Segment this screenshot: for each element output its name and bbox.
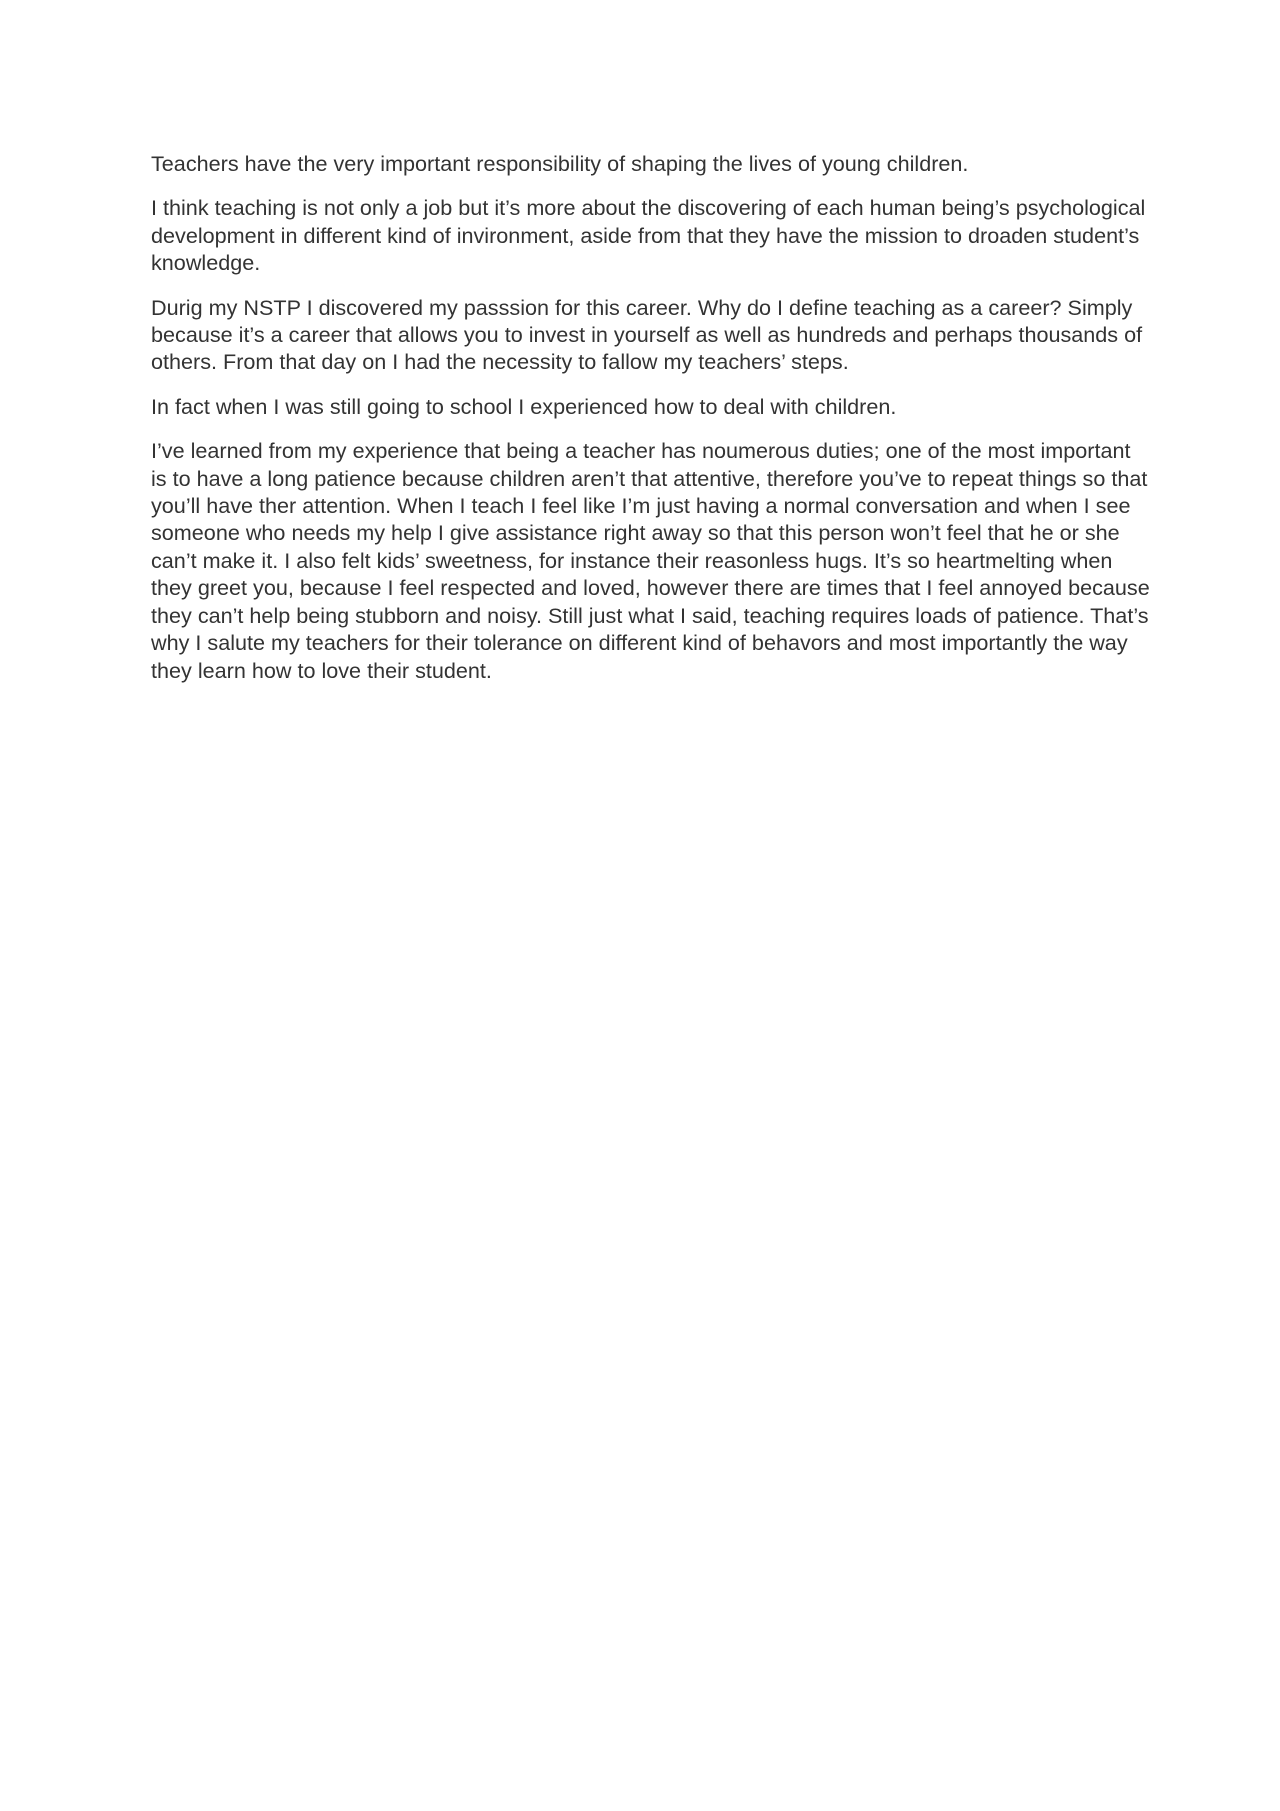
paragraph-2: I think teaching is not only a job but it’s more about the discovering of each human being’s psychological development in different kind of invironment, aside from that they have the mission to droaden student’s knowledge. xyxy=(151,195,1146,276)
paragraph-4: In fact when I was still going to school I experienced how to deal with children. xyxy=(151,393,897,419)
paragraph-5: I’ve learned from my experience that being a teacher has noumerous duties; one of the most important is to have a long patience because children aren’t that attentive, therefore you’ve to repeat things so that you’ll have ther attention. When I teach I feel like I’m just having a normal conversation and when I see someone who needs my help I give assistance right away so that this person won’t feel that he or she can’t make it. I also felt kids’ sweetness, for instance their reasonless hugs. It’s so heartmelting when they greet you, because I feel respected and loved, however there are times that I feel annoyed because they can’t help being stubborn and noisy. Still just what I said, teaching requires loads of patience. That’s why I salute my teachers for their tolerance on different kind of behavors and most importantly the way they learn how to love their student. xyxy=(151,438,1150,683)
paragraph-1: Teachers have the very important responsibility of shaping the lives of young children. xyxy=(151,151,969,176)
document-body xyxy=(151,150,1151,701)
paragraph-3: Durig my NSTP I discovered my passsion for this career. Why do I define teaching as a career? Simply because it’s a career that allows you to invest in yourself as well as hundreds and perhaps thousands of others. From that day on I had the necessity to fallow my teachers’ steps. xyxy=(151,294,1143,375)
